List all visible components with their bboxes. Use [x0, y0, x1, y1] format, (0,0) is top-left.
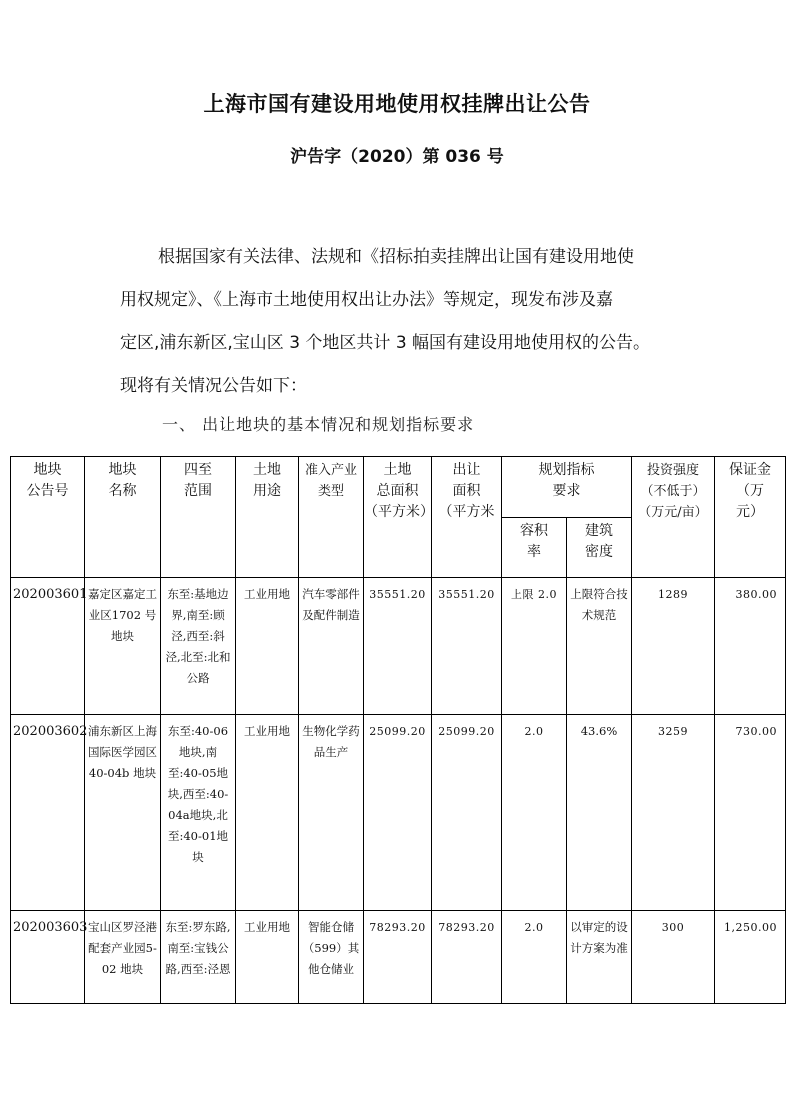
document-number: 沪告字（2020）第 036 号 [290, 147, 504, 167]
intro-line-3: 定区,浦东新区,宝山区 3 个地区共计 3 幅国有建设用地使用权的公告。 [120, 333, 651, 353]
cell-far: 2.0 [502, 715, 567, 911]
parcel-table [10, 456, 786, 1004]
header-parcel-name: 地块 名称 [85, 457, 161, 578]
intro-line-2: 用权规定》、《上海市土地使用权出让办法》等规定，现发布涉及嘉 [120, 290, 613, 310]
cell-transfer-area: 78293.20 [432, 911, 502, 1004]
header-land-use: 土地 用途 [236, 457, 299, 578]
table-row [11, 715, 786, 911]
header-boundary: 四至 范围 [161, 457, 236, 578]
cell-deposit: 380.00 [715, 578, 786, 715]
header-transfer-area: 出让 面积 （平方米 [432, 457, 502, 578]
cell-industry: 智能仓储（599）其他仓储业 [299, 911, 364, 1004]
cell-boundary: 东至:罗东路,南至:宝钱公路,西至:泾恩 [161, 911, 236, 1004]
cell-investment: 1289 [632, 578, 715, 715]
cell-notice-no: 202003601 [11, 578, 85, 715]
table-row [11, 911, 786, 1004]
cell-industry: 生物化学药品生产 [299, 715, 364, 911]
header-total-area: 土地 总面积 （平方米） [364, 457, 432, 578]
cell-deposit: 730.00 [715, 715, 786, 911]
header-density: 建筑 密度 [567, 518, 632, 578]
cell-parcel-name: 嘉定区嘉定工业区1702 号地块 [85, 578, 161, 715]
cell-land-use: 工业用地 [236, 578, 299, 715]
cell-density: 以审定的设计方案为准 [567, 911, 632, 1004]
intro-line-1: 根据国家有关法律、法规和《招标拍卖挂牌出让国有建设用地使 [158, 247, 634, 267]
notice-title: 上海市国有建设用地使用权挂牌出让公告 [203, 92, 591, 116]
header-industry: 准入产业 类型 [299, 457, 364, 578]
header-far: 容积 率 [502, 518, 567, 578]
cell-total-area: 25099.20 [364, 715, 432, 911]
cell-parcel-name: 宝山区罗泾港配套产业园5-02 地块 [85, 911, 161, 1004]
cell-total-area: 78293.20 [364, 911, 432, 1004]
cell-transfer-area: 25099.20 [432, 715, 502, 911]
cell-boundary: 东至:基地边界,南至:顾泾,西至:斜泾,北至:北和公路 [161, 578, 236, 715]
intro-line-4: 现将有关情况公告如下： [120, 376, 307, 396]
intro-paragraph [120, 236, 680, 408]
cell-notice-no: 202003602 [11, 715, 85, 911]
cell-transfer-area: 35551.20 [432, 578, 502, 715]
section-heading: 一、 出让地块的基本情况和规划指标要求 [162, 415, 475, 434]
cell-land-use: 工业用地 [236, 715, 299, 911]
header-investment: 投资强度 （不低于） （万元/亩） [632, 457, 715, 578]
cell-far: 上限 2.0 [502, 578, 567, 715]
cell-notice-no: 202003603 [11, 911, 85, 1004]
header-planning: 规划指标 要求 [502, 457, 632, 518]
header-notice-no: 地块 公告号 [11, 457, 85, 578]
cell-far: 2.0 [502, 911, 567, 1004]
cell-investment: 300 [632, 911, 715, 1004]
cell-density: 上限符合技术规范 [567, 578, 632, 715]
cell-land-use: 工业用地 [236, 911, 299, 1004]
cell-total-area: 35551.20 [364, 578, 432, 715]
table-row [11, 578, 786, 715]
header-deposit: 保证金 （万 元） [715, 457, 786, 578]
cell-parcel-name: 浦东新区上海国际医学园区40-04b 地块 [85, 715, 161, 911]
cell-boundary: 东至:40-06地块,南至:40-05地块,西至:40-04a地块,北至:40-01地块 [161, 715, 236, 911]
cell-investment: 3259 [632, 715, 715, 911]
cell-industry: 汽车零部件及配件制造 [299, 578, 364, 715]
cell-density: 43.6% [567, 715, 632, 911]
cell-deposit: 1,250.00 [715, 911, 786, 1004]
